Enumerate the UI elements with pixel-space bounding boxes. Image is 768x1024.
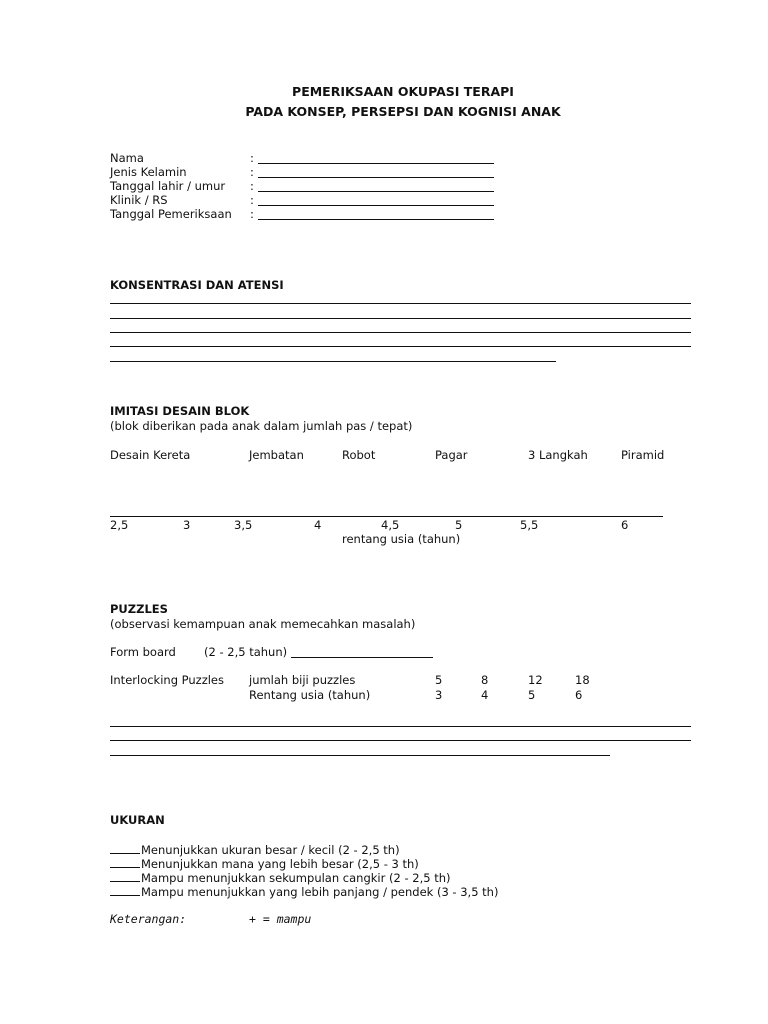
design-label: Pagar bbox=[435, 448, 468, 462]
age-tick-label: 2,5 bbox=[110, 518, 129, 532]
writing-line[interactable] bbox=[110, 361, 556, 362]
checklist-item bbox=[110, 870, 450, 885]
form-board-label: Form board bbox=[110, 645, 176, 659]
field-label-jenis-kelamin: Jenis Kelamin bbox=[110, 165, 187, 179]
age-tick-label: 3,5 bbox=[234, 518, 253, 532]
age-value: 4 bbox=[481, 688, 489, 702]
check-blank[interactable] bbox=[110, 870, 140, 882]
age-caption: rentang usia (tahun) bbox=[342, 532, 461, 546]
interlocking-label: Interlocking Puzzles bbox=[110, 673, 225, 687]
checklist-item bbox=[110, 884, 498, 899]
section-heading-imitasi: IMITASI DESAIN BLOK bbox=[110, 404, 250, 418]
field-label-tanggal-lahir: Tanggal lahir / umur bbox=[110, 179, 226, 193]
document-title-line1: PEMERIKSAAN OKUPASI TERAPI bbox=[292, 84, 514, 99]
check-blank[interactable] bbox=[110, 884, 140, 896]
field-colon: : bbox=[250, 179, 254, 193]
checklist-item bbox=[110, 856, 419, 871]
field-blank-tanggal-lahir[interactable] bbox=[258, 179, 494, 192]
age-tick-label: 5,5 bbox=[520, 518, 539, 532]
pieces-value: 12 bbox=[528, 673, 543, 687]
field-blank-klinik[interactable] bbox=[258, 193, 494, 206]
design-label: Robot bbox=[342, 448, 376, 462]
field-colon: : bbox=[250, 193, 254, 207]
checklist-item-text: Mampu menunjukkan yang lebih panjang / pendek (3 - 3,5 th) bbox=[141, 885, 499, 899]
design-label: Desain Kereta bbox=[110, 448, 191, 462]
document-title-line2: PADA KONSEP, PERSEPSI DAN KOGNISI ANAK bbox=[245, 104, 561, 119]
design-label: Jembatan bbox=[249, 448, 304, 462]
form-board-range: (2 - 2,5 tahun) bbox=[204, 645, 288, 659]
field-blank-nama[interactable] bbox=[258, 151, 494, 164]
design-label: Piramid bbox=[621, 448, 665, 462]
pieces-value: 8 bbox=[481, 673, 489, 687]
check-blank[interactable] bbox=[110, 856, 140, 868]
writing-line[interactable] bbox=[110, 303, 691, 304]
age-value: 3 bbox=[435, 688, 443, 702]
writing-line[interactable] bbox=[110, 740, 691, 741]
section-heading-konsentrasi: KONSENTRASI DAN ATENSI bbox=[110, 278, 284, 292]
field-label-tanggal-pemeriksaan: Tanggal Pemeriksaan bbox=[110, 207, 232, 221]
pieces-value: 5 bbox=[435, 673, 443, 687]
writing-line[interactable] bbox=[110, 332, 691, 333]
age-value: 6 bbox=[575, 688, 583, 702]
age-range-label: Rentang usia (tahun) bbox=[249, 688, 371, 702]
writing-line[interactable] bbox=[110, 726, 691, 727]
form-board-blank[interactable] bbox=[291, 645, 433, 658]
field-label-klinik: Klinik / RS bbox=[110, 193, 168, 207]
check-blank[interactable] bbox=[110, 842, 140, 854]
age-tick-label: 3 bbox=[183, 518, 191, 532]
age-tick-label: 4 bbox=[314, 518, 322, 532]
field-colon: : bbox=[250, 151, 254, 165]
writing-line[interactable] bbox=[110, 346, 691, 347]
pieces-label: jumlah biji puzzles bbox=[249, 673, 356, 687]
age-tick-label: 6 bbox=[621, 518, 629, 532]
section-subtitle-imitasi: (blok diberikan pada anak dalam jumlah pas / tepat) bbox=[110, 419, 413, 433]
writing-line[interactable] bbox=[110, 318, 691, 319]
age-value: 5 bbox=[528, 688, 536, 702]
writing-line[interactable] bbox=[110, 755, 610, 756]
checklist-item-text: Menunjukkan mana yang lebih besar (2,5 - 3 th) bbox=[141, 857, 419, 871]
field-blank-tanggal-pemeriksaan[interactable] bbox=[258, 207, 494, 220]
section-heading-ukuran: UKURAN bbox=[110, 813, 165, 827]
field-colon: : bbox=[250, 207, 254, 221]
checklist-item-text: Menunjukkan ukuran besar / kecil (2 - 2,5 th) bbox=[141, 843, 400, 857]
checklist-item bbox=[110, 842, 400, 857]
field-blank-jenis-kelamin[interactable] bbox=[258, 165, 494, 178]
legend-value: + = mampu bbox=[249, 912, 312, 926]
checklist-item-text: Mampu menunjukkan sekumpulan cangkir (2 - 2,5 th) bbox=[141, 871, 451, 885]
age-tick-label: 4,5 bbox=[381, 518, 400, 532]
legend-label: Keterangan: bbox=[110, 912, 187, 926]
field-colon: : bbox=[250, 165, 254, 179]
design-label: 3 Langkah bbox=[528, 448, 588, 462]
section-heading-puzzles: PUZZLES bbox=[110, 602, 168, 616]
age-tick-label: 5 bbox=[455, 518, 463, 532]
field-label-nama: Nama bbox=[110, 151, 144, 165]
age-scale-line bbox=[110, 516, 663, 517]
section-subtitle-puzzles: (observasi kemampuan anak memecahkan masalah) bbox=[110, 617, 416, 631]
pieces-value: 18 bbox=[575, 673, 590, 687]
